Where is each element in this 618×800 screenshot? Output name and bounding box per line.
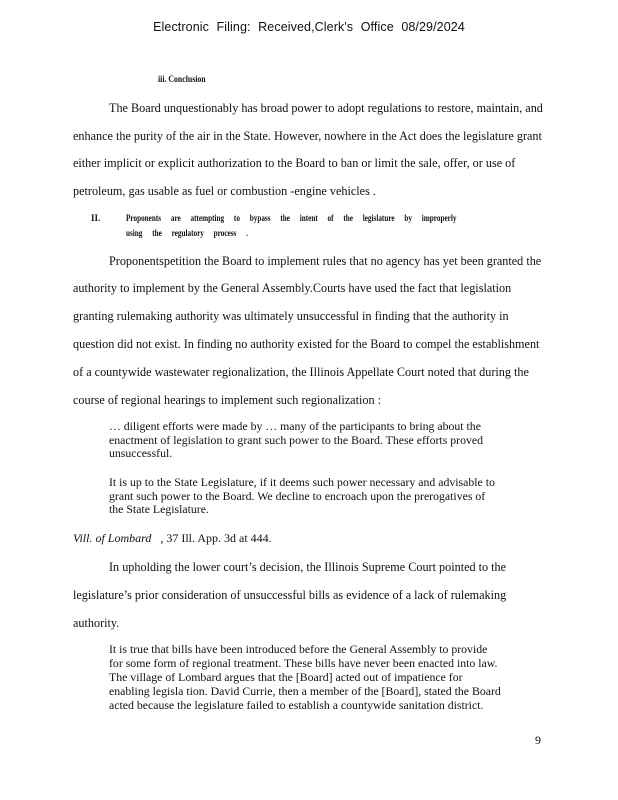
quote-line: It is up to the State Legislature, if it deems such power necessary and advisable to [109,475,495,489]
paragraph-line: petroleum, gas usable as fuel or combustion -engine vehicles . [73,184,376,198]
paragraph-line: In upholding the lower court’s decision, the Illinois Supreme Court pointed to the [109,560,507,574]
paragraph-line: Proponentspetition the Board to implement rules that no agency has yet been granted the [109,254,542,268]
case-name: Vill. of Lombard [73,531,152,545]
paragraph-line: authority to implement by the General Assembly.Courts have used the fact that legislation [73,281,512,295]
paragraph-line: course of regional hearings to implement such regionalization : [73,393,381,407]
case-citation [73,531,272,546]
paragraph-line: granting rulemaking authority was ultimately unsuccessful in finding that the authority in [73,309,509,323]
quote-line: enabling legisla tion. David Currie, then a member of the [Board], stated the Board [109,684,501,698]
paragraph-line: question did not exist. In finding no authority existed for the Board to compel the establishment [73,337,540,351]
section-heading-conclusion: iii. Conclusion [158,75,206,85]
paragraph-line: legislature’s prior consideration of unsuccessful bills as evidence of a lack of rulemaking [73,588,507,602]
filing-header: Electronic Filing: Received,Clerk's Office 08/29/2024 [153,20,465,34]
quote-line: It is true that bills have been introduced before the General Assembly to provide [109,642,488,656]
paragraph-line: The Board unquestionably has broad power to adopt regulations to restore, maintain, and [109,101,543,115]
quote-line: enactment of legislation to grant such power to the Board. These efforts proved [109,433,484,447]
paragraph-line: of a countywide wastewater regionalization, the Illinois Appellate Court noted that during the [73,365,529,379]
quote-line: for some form of regional treatment. These bills have never been enacted into law. [109,656,498,670]
quote-line: … diligent efforts were made by … many of the participants to bring about the [109,419,481,433]
case-reference: , 37 Ill. App. 3d at 444. [151,531,272,545]
paragraph-line: enhance the purity of the air in the State. However, nowhere in the Act does the legislature grant [73,129,542,143]
quote-line: acted because the legislature failed to establish a countywide sanitation district. [109,698,484,712]
quote-line: the State Legislature. [109,502,209,516]
paragraph-line: either implicit or explicit authorization to the Board to ban or limit the sale, offer, or use of [73,156,516,170]
section-heading-line: using the regulatory process . [126,228,248,238]
quote-line: unsuccessful. [109,446,173,460]
quote-line: The village of Lombard argues that the [Board] acted out of impatience for [109,670,463,684]
quote-line: grant such power to the Board. We decline to encroach upon the prerogatives of [109,489,486,503]
paragraph-line: authority. [73,616,120,630]
section-heading-line: Proponents are attempting to bypass the intent of the legislature by improperly [126,213,457,223]
page-number: 9 [535,733,541,747]
section-number: II. [91,213,101,223]
